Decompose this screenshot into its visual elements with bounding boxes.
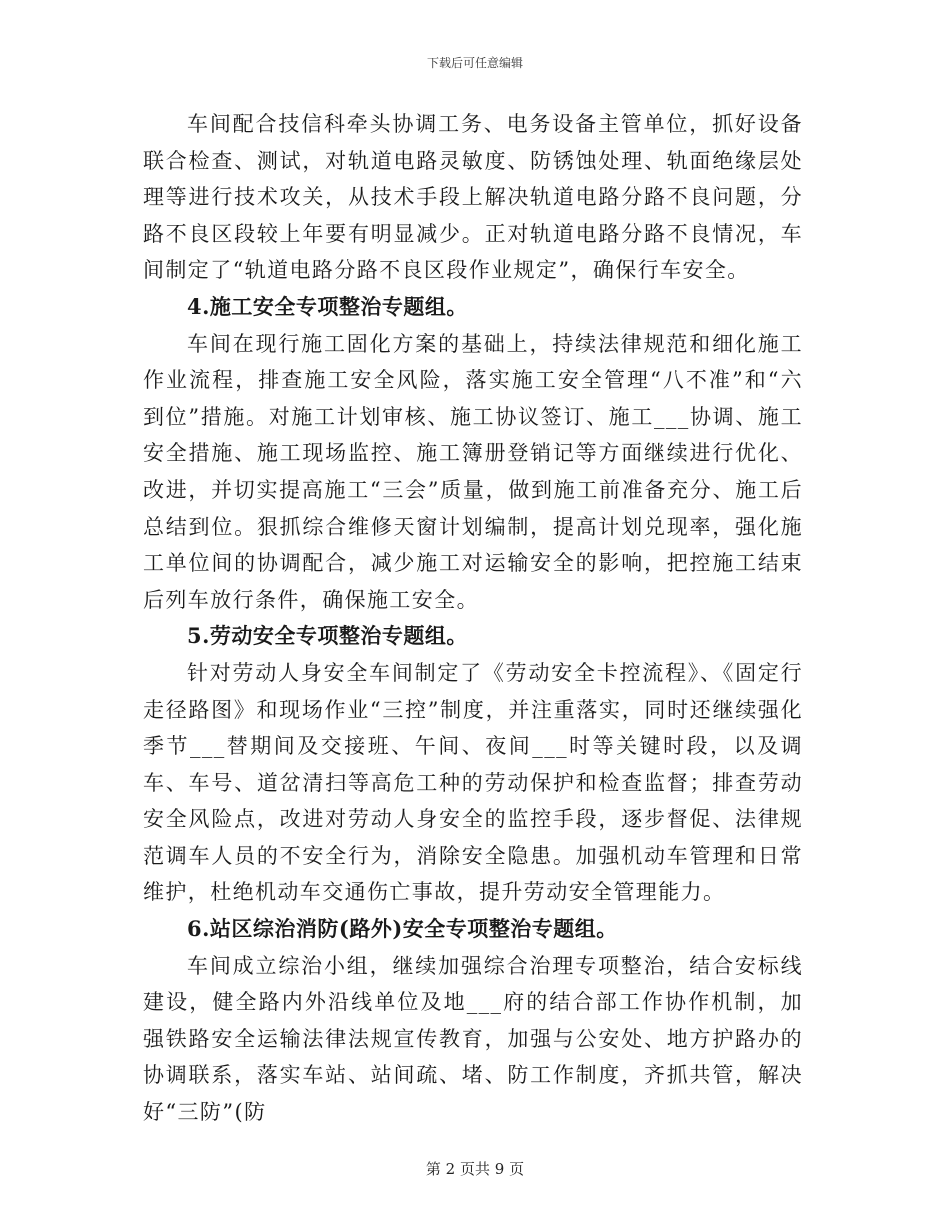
section-heading-construction: 4.施工安全专项整治专题组。 — [187, 293, 468, 319]
paragraph-equipment: 车间配合技信科牵头协调工务、电务设备主管单位，抓好设备联合检查、测试，对轨道电路灵敏度、防锈蚀处理、轨面绝缘层处理等进行技术攻关，从技术手段上解决轨道电路分路不良问题，分路不良区段较上年要有明显减少。正对轨道电路分路不良情况，车间制定了“轨道电路分路不良区段作业规定”，确保行车安全。 — [143, 112, 803, 283]
section-heading-station: 6.站区综治消防(路外)安全专项整治专题组。 — [187, 916, 618, 942]
section-heading-labor: 5.劳动安全专项整治专题组。 — [187, 623, 468, 649]
document-body — [143, 106, 803, 1131]
paragraph-construction: 车间在现行施工固化方案的基础上，持续法律规范和细化施工作业流程，排查施工安全风险，落实施工安全管理“八不准”和“六到位”措施。对施工计划审核、施工协议签订、施工___协调、施工安全措施、施工现场监控、施工簿册登销记等方面继续进行优化、改进，并切实提高施工“三会”质量，做到施工前准备充分、施工后总结到位。狠抓综合维修天窗计划编制，提高计划兑现率，强化施工单位间的协调配合，减少施工对运输安全的影响，把控施工结束后列车放行条件，确保施工安全。 — [143, 331, 803, 612]
paragraph-labor: 针对劳动人身安全车间制定了《劳动安全卡控流程》、《固定行走径路图》和现场作业“三控”制度，并注重落实，同时还继续强化季节___替期间及交接班、午间、夜间___时等关键时段，以及调车、车号、道岔清扫等高危工种的劳动保护和检查监督；排查劳动安全风险点，改进对劳动人身安全的监控手段，逐步督促、法律规范调车人员的不安全行为，消除安全隐患。加强机动车管理和日常维护，杜绝机动车交通伤亡事故，提升劳动安全管理能力。 — [143, 660, 803, 905]
page-header: 下载后可任意编辑 — [426, 56, 523, 70]
paragraph-station: 车间成立综治小组，继续加强综合治理专项整治，结合安标线建设，健全路内外沿线单位及地___府的结合部工作协作机制，加强铁路安全运输法律法规宣传教育，加强与公安处、地方护路办的协调联系，落实车站、站间疏、堵、防工作制度，齐抓共管，解决好“三防”(防 — [143, 953, 803, 1125]
page-footer: 第 2 页共 9 页 — [425, 1160, 525, 1178]
